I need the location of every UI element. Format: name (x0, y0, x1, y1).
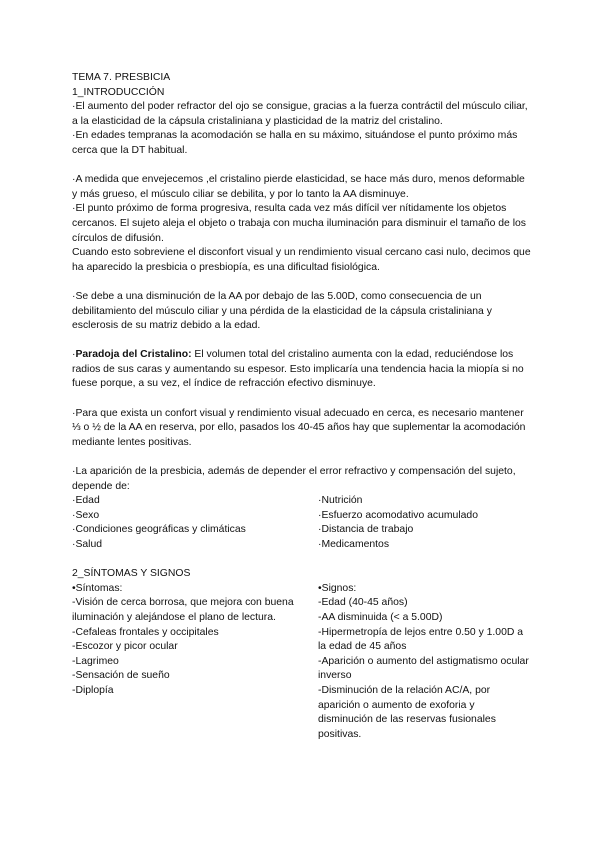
intro-paragraph-8: ·La aparición de la presbicia, además de depender el error refractivo y compensación del sujeto, depende de: (72, 466, 516, 492)
factors-list (72, 494, 532, 552)
section-1-heading: 1_INTRODUCCIÓN (72, 86, 165, 98)
factor-item: ·Sexo (72, 509, 100, 521)
factor-item: ·Salud (72, 539, 103, 550)
sign-item: -Edad (40-45 años) (318, 597, 408, 609)
symptoms-column (72, 582, 318, 743)
factor-item: ·Condiciones geográficas y climáticas (72, 524, 246, 536)
symptom-item: -Sensación de sueño (72, 670, 170, 682)
section-2-heading: 2_SÍNTOMAS Y SIGNOS (72, 568, 191, 580)
symptom-item: -Escozor y picor ocular (72, 641, 178, 653)
sign-item: -Disminución de la relación AC/A, por aparición o aumento de exoforia y disminución de las reservas fusionales positivas. (318, 684, 496, 740)
paradox-bullet: · (72, 349, 76, 361)
symptom-item: -Diplopía (72, 684, 114, 696)
factor-item: ·Nutrición (318, 495, 363, 507)
intro-paragraph-2: ·En edades tempranas la acomodación se halla en su máximo, situándose el punto próximo más cerca que la DT habitual. (72, 130, 518, 156)
intro-paragraph-3: ·A medida que envejecemos ,el cristalino pierde elasticidad, se hace más duro, menos deformable y más grueso, el músculo ciliar se debilita, y por lo tanto la AA disminuye. (72, 174, 525, 200)
sign-item: -Hipermetropía de lejos entre 0.50 y 1.00D a la edad de 45 años (318, 626, 524, 653)
symptom-item: -Visión de cerca borrosa, que mejora con buena iluminación y alejándose el plano de lectura. (72, 597, 294, 623)
sign-item: -Aparición o aumento del astigmatismo ocular inverso (318, 655, 529, 682)
document-body (72, 71, 532, 742)
paradox-paragraph (72, 348, 532, 392)
factor-item: ·Distancia de trabajo (318, 524, 414, 536)
intro-paragraph-4: ·El punto próximo de forma progresiva, resulta cada vez más difícil ver nítidamente los objetos cercanos. El sujeto aleja el objeto o trabaja con mucha iluminación para disminuir el tamaño de los círculos de difusión. (72, 203, 526, 244)
factor-item: ·Medicamentos (318, 539, 390, 550)
paradox-text: El volumen total del cristalino aumenta con la edad, reduciéndose los radios de sus caras y aumentando su espesor. Esto implicaría una tendencia hacia la miopía si no fuese porque, a su vez, el índice de refracción efectivo disminuye. (72, 349, 524, 390)
paradox-term: Paradoja del Cristalino: (75, 349, 192, 361)
intro-paragraph-7: ·Para que exista un confort visual y rendimiento visual adecuado en cerca, es necesario mantener ⅓ o ½ de la AA en reserva, por ello, pasados los 40-45 años hay que suplementar la acomodación mediante lentes positivas. (72, 407, 526, 448)
factors-right-column (318, 494, 532, 552)
symptom-item: -Lagrimeo (72, 655, 119, 667)
factor-item: ·Esfuerzo acomodativo acumulado (318, 509, 478, 521)
intro-paragraph-6: ·Se debe a una disminución de la AA por debajo de las 5.00D, como consecuencia de un debilitamiento del músculo ciliar y una pérdida de la elasticidad de la cápsula cristaliniana y esclerosis de su matriz debido a la edad. (72, 290, 492, 332)
symptom-item: -Cefaleas frontales y occipitales (72, 626, 219, 638)
factor-item: ·Edad (72, 495, 100, 507)
intro-paragraph-1: ·El aumento del poder refractor del ojo se consigue, gracias a la fuerza contráctil del músculo ciliar, a la elasticidad de la cápsula cristaliniana y plasticidad de la matriz del cristalino. (72, 101, 528, 127)
symptoms-title: •Síntomas: (72, 582, 123, 594)
signs-title: •Signos: (318, 582, 357, 594)
factors-left-column (72, 494, 318, 552)
document-title: TEMA 7. PRESBICIA (72, 72, 171, 83)
symptoms-signs (72, 582, 532, 743)
intro-paragraph-5: Cuando esto sobreviene el disconfort visual y un rendimiento visual cercano casi nulo, decimos que ha aparecido la presbicia o presbiopía, es una dificultad fisiológica. (72, 247, 531, 273)
sign-item: -AA disminuida (< a 5.00D) (318, 611, 443, 623)
signs-column (318, 582, 532, 743)
